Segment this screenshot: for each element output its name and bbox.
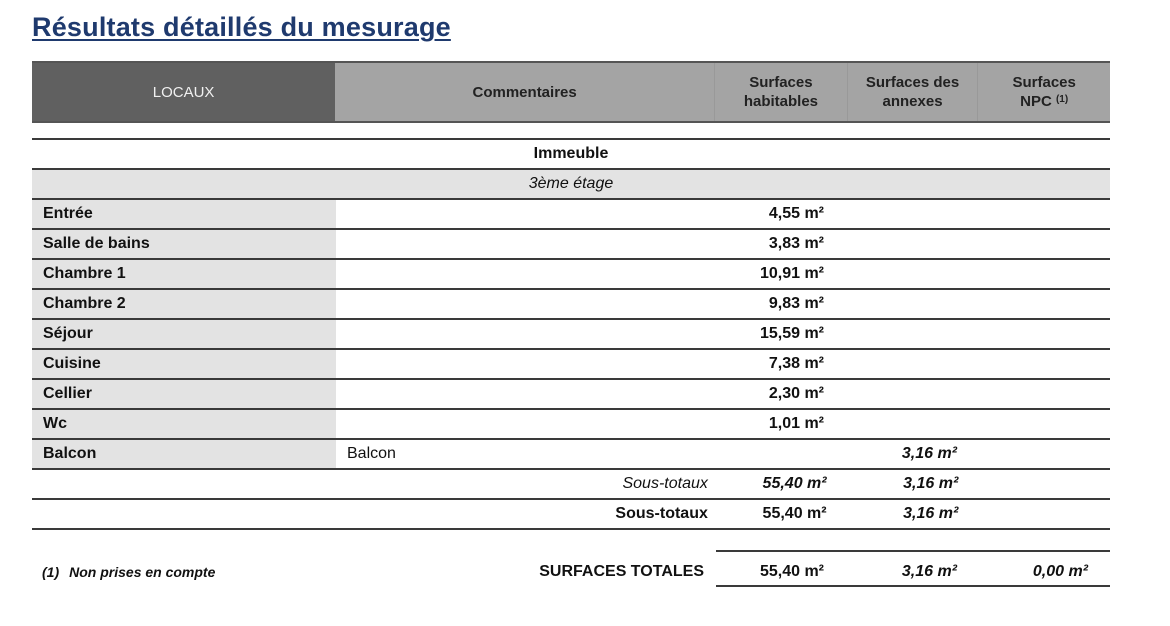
subtotal-floor-npc <box>979 470 1110 498</box>
comment <box>336 200 716 228</box>
divider <box>716 585 1110 587</box>
footnote <box>42 564 215 580</box>
subtotal-building-annexe: 3,16 m² <box>903 505 959 522</box>
subtotal-floor-annexe: 3,16 m² <box>903 475 959 492</box>
subtotal-floor-row <box>32 470 1110 500</box>
table-row <box>32 200 1110 230</box>
table-header <box>32 61 1110 123</box>
table-row <box>32 410 1110 440</box>
surface-annexe <box>848 200 978 228</box>
surface-annexe <box>848 410 978 438</box>
total-habitable: 55,40 m² <box>759 563 824 580</box>
surface-annexe <box>848 260 978 288</box>
header-npc-line1: Surfaces <box>1012 74 1076 91</box>
surface-npc <box>978 350 1110 378</box>
header-hab-line1: Surfaces <box>749 74 813 91</box>
table-row <box>32 290 1110 320</box>
header-ann-line2: annexes <box>882 93 943 110</box>
total-annexe: 3,16 m² <box>901 563 957 580</box>
subtotal-building-label: Sous-totaux <box>615 505 708 522</box>
local-name: Entrée <box>32 200 336 228</box>
local-name: Cuisine <box>32 350 336 378</box>
table-row <box>32 350 1110 380</box>
header-hab-line2: habitables <box>743 93 818 110</box>
comment <box>336 320 716 348</box>
floor-label: 3ème étage <box>528 175 614 192</box>
header-commentaires: Commentaires <box>472 83 577 101</box>
local-name: Séjour <box>32 320 336 348</box>
surface-habitable: 4,55 m² <box>768 205 824 222</box>
surface-npc <box>978 200 1110 228</box>
subtotal-floor-habitable: 55,40 m² <box>762 475 827 492</box>
header-surfaces-npc <box>977 63 1110 121</box>
surface-habitable: 15,59 m² <box>759 325 824 342</box>
subtotal-building-habitable: 55,40 m² <box>762 505 827 522</box>
subtotal-building-row <box>32 500 1110 530</box>
building-label: Immeuble <box>533 145 609 162</box>
header-surfaces-habitables <box>714 63 847 121</box>
surface-habitable: 3,83 m² <box>768 235 824 252</box>
floor-row <box>32 170 1110 200</box>
local-name: Chambre 1 <box>32 260 336 288</box>
building-row <box>32 140 1110 170</box>
comment <box>336 290 716 318</box>
surface-annexe <box>848 380 978 408</box>
surface-habitable: 2,30 m² <box>768 385 824 402</box>
footnote-number: (1) <box>42 564 60 580</box>
comment <box>336 260 716 288</box>
surface-npc <box>978 410 1110 438</box>
header-npc-line2: NPC <box>1020 93 1052 110</box>
local-name: Balcon <box>32 440 336 468</box>
surface-habitable: 10,91 m² <box>759 265 824 282</box>
surface-npc <box>978 230 1110 258</box>
subtotal-floor-label: Sous-totaux <box>622 475 708 492</box>
local-name: Wc <box>32 410 336 438</box>
surface-npc <box>978 320 1110 348</box>
surface-annexe <box>848 290 978 318</box>
surface-npc <box>978 290 1110 318</box>
table-row <box>32 380 1110 410</box>
comment <box>336 350 716 378</box>
table-row <box>32 320 1110 350</box>
surface-npc <box>978 260 1110 288</box>
surface-habitable: 7,38 m² <box>768 355 824 372</box>
table-row <box>32 260 1110 290</box>
comment <box>336 230 716 258</box>
surface-annexe: 3,16 m² <box>901 445 957 462</box>
header-ann-line1: Surfaces des <box>865 74 960 91</box>
header-locaux: LOCAUX <box>32 63 335 121</box>
surface-habitable <box>716 440 848 468</box>
table-row <box>32 230 1110 260</box>
surface-habitable: 9,83 m² <box>768 295 824 312</box>
header-surfaces-annexes <box>847 63 978 121</box>
local-name: Cellier <box>32 380 336 408</box>
table-row <box>32 440 1110 470</box>
subtotal-building-npc <box>979 500 1110 528</box>
surface-npc <box>978 440 1110 468</box>
footnote-text: Non prises en compte <box>69 564 216 580</box>
surface-npc <box>978 380 1110 408</box>
comment <box>336 380 716 408</box>
footnote-ref: (1) <box>1055 94 1069 105</box>
page-title: Résultats détaillés du mesurage <box>32 12 451 42</box>
surface-annexe <box>848 230 978 258</box>
comment <box>336 410 716 438</box>
divider <box>716 550 1110 552</box>
surface-annexe <box>848 350 978 378</box>
surface-habitable: 1,01 m² <box>768 415 824 432</box>
totals-label: SURFACES TOTALES <box>539 563 704 580</box>
local-name: Chambre 2 <box>32 290 336 318</box>
comment: Balcon <box>347 445 396 462</box>
surface-annexe <box>848 320 978 348</box>
total-npc: 0,00 m² <box>1032 563 1088 580</box>
local-name: Salle de bains <box>32 230 336 258</box>
